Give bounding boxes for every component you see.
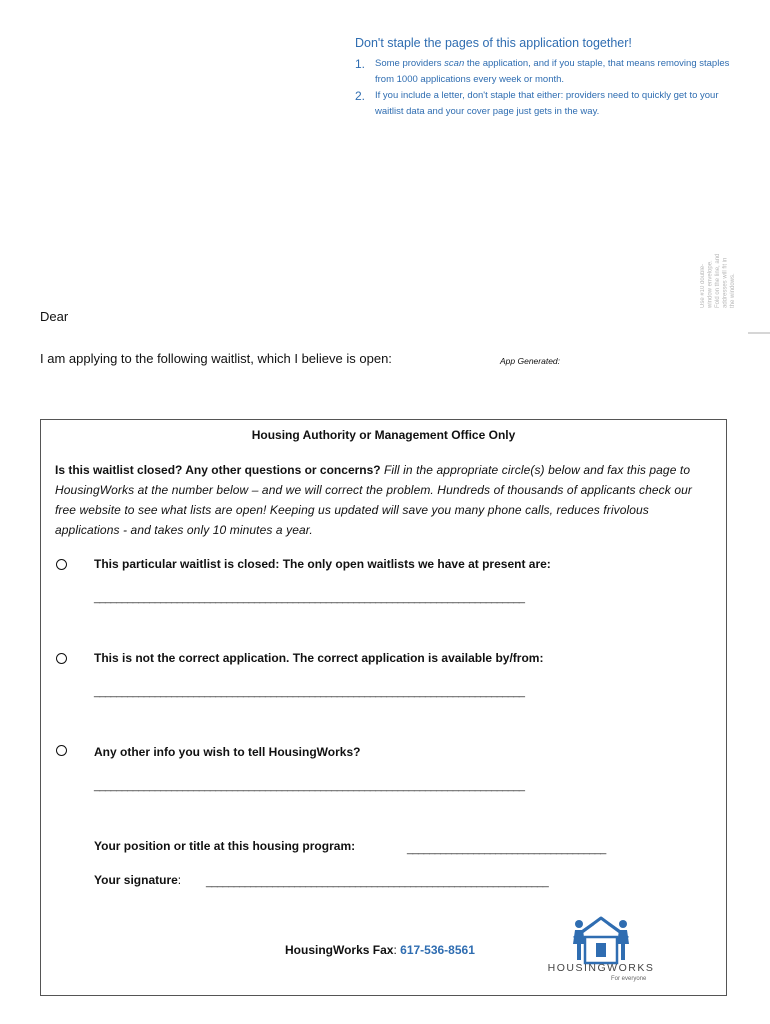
logo-tagline: For everyone [611,976,647,982]
intro-instructions: Fill in the appropriate circle(s) below and fax this page to HousingWorks at the number below – and we will correct the problem. Hundreds of thousands of applicants check our free website to see what lists are open! Keeping us updated will save you many phone calls, reduces frivolous applications - and takes only 10 minutes a year. [55,463,692,537]
option-closed-answer-line[interactable]: ______________________________________________________________________________ [94,592,525,604]
notice-item [355,56,745,88]
salutation: Dear [40,309,69,324]
notice-title: Don't staple the pages of this application together! [355,36,632,50]
position-line[interactable]: ____________________________________ [407,843,606,855]
signature-label: Your signature [94,873,178,887]
option-closed-radio[interactable] [56,559,67,570]
intro-question: Is this waitlist closed? Any other questions or concerns? [55,463,381,477]
logo-wordmark: HOUSINGWORKS [547,962,655,974]
box-title: Housing Authority or Management Office Only [251,428,516,442]
fax-label: HousingWorks Fax [285,943,394,957]
notice-number: 1. [355,57,366,71]
envelope-side-note: Use #10 double-window envelope. Fold on the line, and addresses will fit in the windows. [700,253,736,308]
app-generated-label: App Generated: [500,356,561,366]
housingworks-logo-icon [541,910,661,968]
option-wrong-application-label: This is not the correct application. The correct application is available by/from: [94,651,544,665]
option-wrong-application-radio[interactable] [56,653,67,664]
option-other-info-radio[interactable] [56,745,67,756]
office-only-box [40,419,727,996]
fax-number: 617-536-8561 [400,943,475,957]
option-wrong-application-answer-line[interactable]: ______________________________________________________________________________ [94,686,525,698]
fax-info: HousingWorks Fax: 617-536-8561 [285,943,475,957]
notice-list [355,56,745,120]
option-other-info-answer-line[interactable]: ______________________________________________________________________________ [94,780,525,792]
notice-text: Some providers scan the application, and if you staple, that means removing staples from 1000 applications every week or month. [375,58,730,85]
signature-line[interactable]: ______________________________________________________________ [206,876,549,888]
signature-label-wrap: Your signature: [94,873,182,887]
notice-number: 2. [355,89,366,103]
option-other-info-label: Any other info you wish to tell HousingWorks? [94,745,361,759]
box-intro [55,460,705,540]
option-closed-label: This particular waitlist is closed: The only open waitlists we have at present are: [94,557,551,571]
notice-text: If you include a letter, don't staple that either: providers need to quickly get to your waitlist data and your cover page just gets in the way. [375,90,719,117]
position-label: Your position or title at this housing program: [94,839,356,853]
applying-statement: I am applying to the following waitlist, which I believe is open: [40,351,392,366]
housingworks-logo [541,910,661,990]
notice-item [355,88,745,120]
fold-mark [748,332,770,334]
